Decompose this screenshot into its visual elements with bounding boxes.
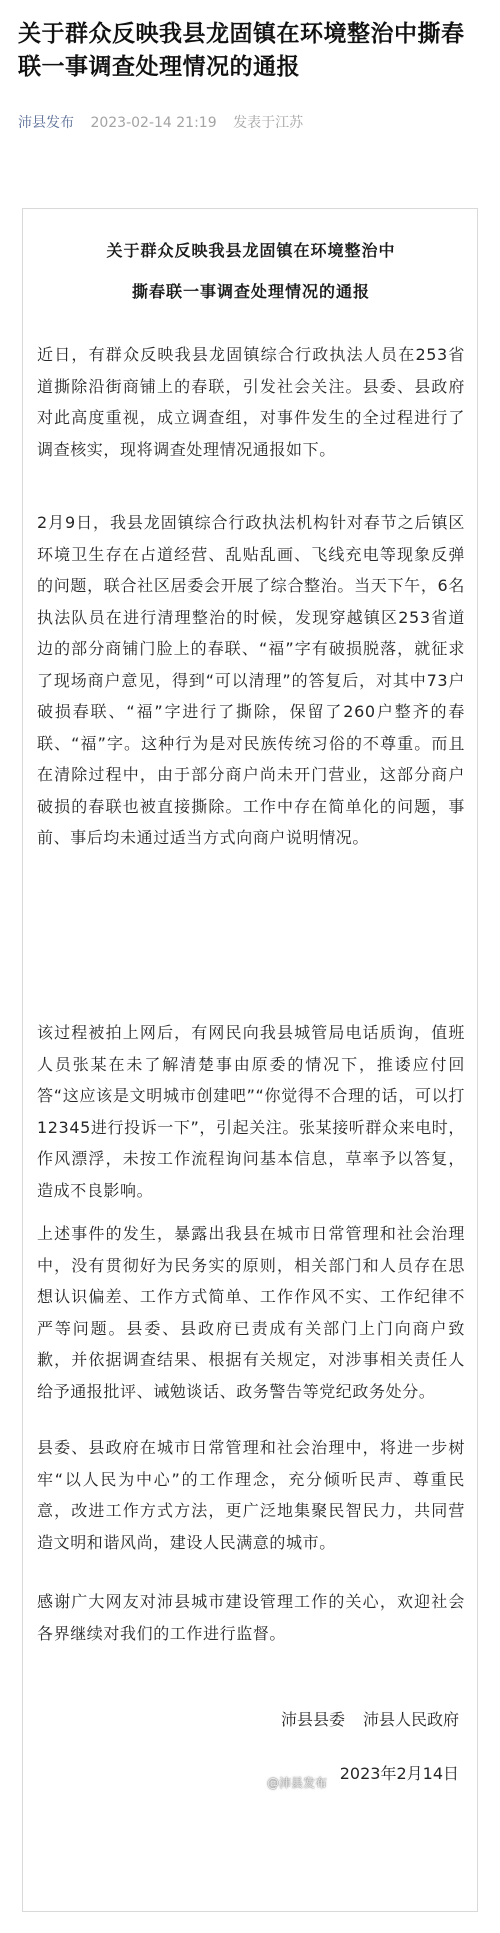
- notice-paragraph: 2月9日，我县龙固镇综合行政执法机构针对春节之后镇区环境卫生存在占道经营、乱贴乱画、飞线充电等现象反弹的问题，联合社区居委会开展了综合整治。当天下午，6名执法队员在进行清理整治的时候，发现穿越镇区253省道边的部分商铺门脸上的春联、“福”字有破损脱落，就征求了现场商户意见，得到“可以清理”的答复后，对其中73户破损春联、“福”字进行了撕除，保留了260户整齐的春联、“福”字。这种行为是对民族传统习俗的不尊重。而且在清除过程中，由于部分商户尚未开门营业，这部分商户破损的春联也被直接撕除。工作中存在简单化的问题，事前、事后均未通过适当方式向商户说明情况。: [37, 513, 465, 847]
- article-meta: [18, 112, 303, 134]
- weibo-icon: [249, 1777, 264, 1788]
- signatory-county-committee: 沛县县委: [280, 1710, 345, 1729]
- notice-paragraph: 县委、县政府在城市日常管理和社会治理中，将进一步树牢“以人民为中心”的工作理念，充分倾听民声、尊重民意，改进工作方式方法，更广泛地集聚民智民力，共同营造文明和谐风尚，建设人民满意的城市。: [37, 1438, 465, 1552]
- publish-time: 2023-02-14 21:19: [90, 115, 217, 131]
- notice-heading-line2: 撕春联一事调查处理情况的通报: [131, 282, 370, 301]
- notice-date: 2023年2月14日: [339, 1764, 459, 1783]
- article-title: 关于群众反映我县龙固镇在环境整治中撕春联一事调查处理情况的通报: [18, 21, 465, 80]
- author-link[interactable]: 沛县发布: [18, 115, 74, 131]
- weibo-watermark: [249, 1773, 327, 1793]
- signatory-county-government: 沛县人民政府: [362, 1710, 459, 1729]
- signature: [281, 1707, 459, 1733]
- notice-paragraph: 感谢广大网友对沛县城市建设管理工作的关心，欢迎社会各界继续对我们的工作进行监督。: [37, 1592, 465, 1643]
- notice-paragraph: 近日，有群众反映我县龙固镇综合行政执法人员在253省道撕除沿街商铺上的春联，引发社会关注。县委、县政府对此高度重视，成立调查组，对事件发生的全过程进行了调查核实，现将调查处理情况通报如下。: [37, 345, 465, 459]
- notice-heading-line1: 关于群众反映我县龙固镇在环境整治中: [106, 241, 396, 260]
- notice-paragraph: 上述事件的发生，暴露出我县在城市日常管理和社会治理中，没有贯彻好为民务实的原则，相关部门和人员存在思想认识偏差、工作方式简单、工作作风不实、工作纪律不严等问题。县委、县政府已责成有关部门上门向商户致歉，并依据调查结果、根据有关规定，对涉事相关责任人给予通报批评、诫勉谈话、政务警告等党纪政务处分。: [37, 1224, 465, 1401]
- watermark-text: @沛县发布: [267, 1776, 328, 1790]
- notice-paragraph: 该过程被拍上网后，有网民向我县城管局电话质询，值班人员张某在未了解清楚事由原委的情况下，推诿应付回答“这应该是文明城市创建吧”“你觉得不合理的话，可以打12345进行投诉一下”，引起关注。张某接听群众来电时，作风漂浮，未按工作流程询问基本信息，草率予以答复，造成不良影响。: [37, 1023, 465, 1200]
- notice-image[interactable]: [22, 208, 478, 1912]
- publish-location: 发表于江苏: [233, 115, 304, 131]
